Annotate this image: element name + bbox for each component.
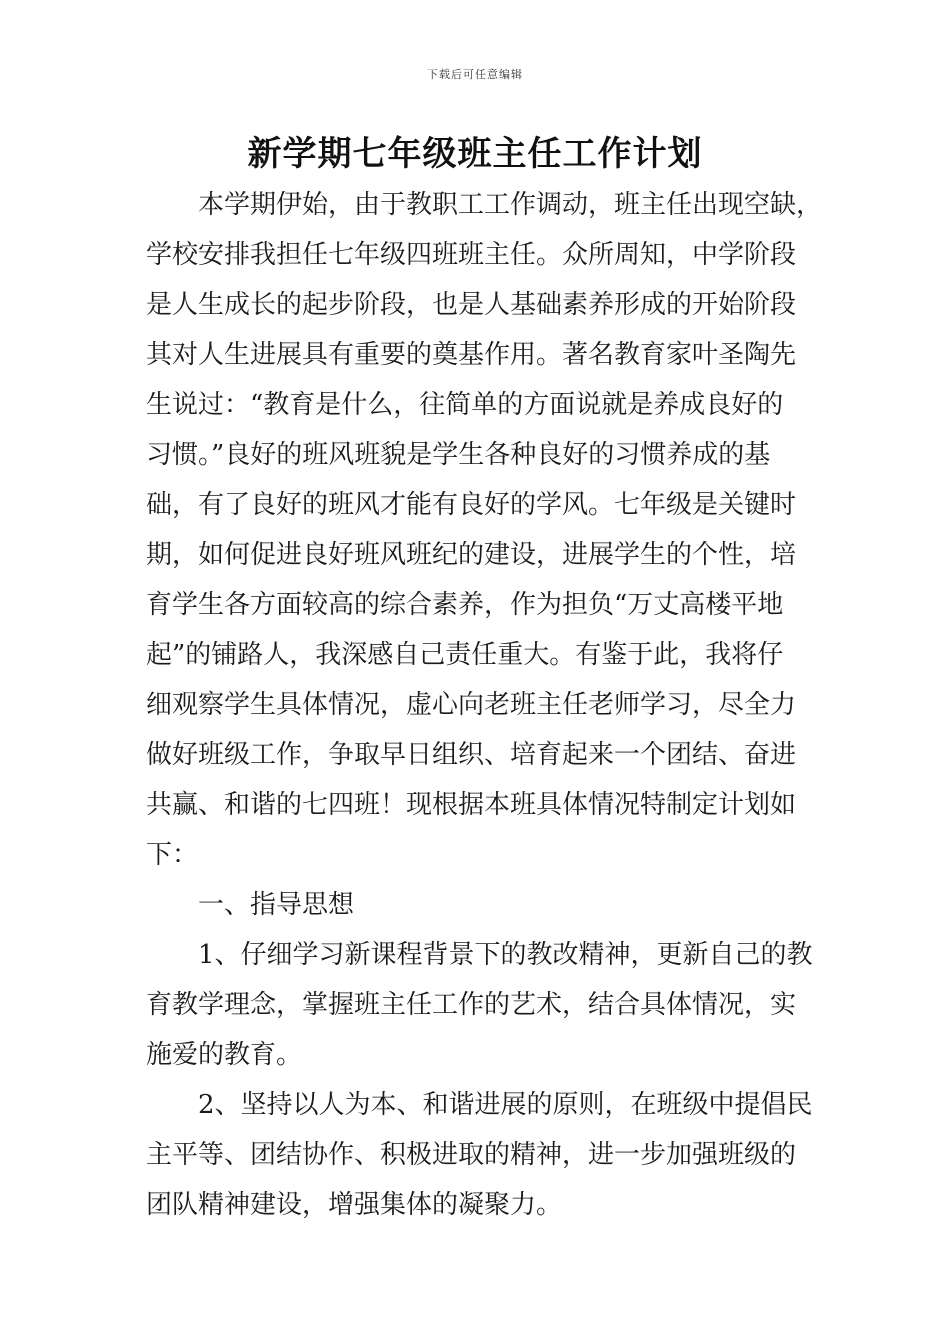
paragraph-line: 2、坚持以人为本、和谐进展的原则，在班级中提倡民 (198, 1090, 813, 1120)
section-heading: 一、指导思想 (198, 890, 355, 920)
paragraph-line: 其对人生进展具有重要的奠基作用。著名教育家叶圣陶先 (146, 340, 797, 370)
paragraph-line: 主平等、团结协作、积极进取的精神，进一步加强班级的 (146, 1140, 797, 1170)
paragraph-line: 1、仔细学习新课程背景下的教改精神，更新自己的教 (198, 940, 813, 970)
paragraph-line: 本学期伊始，由于教职工工作调动，班主任出现空缺， (198, 190, 823, 220)
paragraph-line: 学校安排我担任七年级四班班主任。众所周知，中学阶段 (146, 240, 797, 270)
paragraph-line: 是人生成长的起步阶段，也是人基础素养形成的开始阶段 (146, 290, 797, 320)
paragraph-line: 生说过：“教育是什么，往简单的方面说就是养成良好的 (146, 390, 784, 420)
paragraph-line: 下： (146, 840, 199, 870)
header-note: 下载后可任意编辑 (427, 68, 523, 81)
paragraph-line: 习惯。”良好的班风班貌是学生各种良好的习惯养成的基 (146, 440, 771, 470)
paragraph-line: 期，如何促进良好班风班纪的建设，进展学生的个性，培 (146, 540, 797, 570)
paragraph-line: 育教学理念，掌握班主任工作的艺术，结合具体情况，实 (146, 990, 797, 1020)
document-body (146, 180, 823, 1230)
paragraph-line: 起”的铺路人，我深感自己责任重大。有鉴于此，我将仔 (146, 640, 784, 670)
paragraph-line: 施爱的教育。 (146, 1040, 303, 1070)
paragraph-line: 育学生各方面较高的综合素养，作为担负“万丈高楼平地 (146, 590, 784, 620)
paragraph-line: 共赢、和谐的七四班！现根据本班具体情况特制定计划如 (146, 790, 797, 820)
paragraph-line: 础，有了良好的班风才能有良好的学风。七年级是关键时 (146, 490, 797, 520)
paragraph-line: 做好班级工作，争取早日组织、培育起来一个团结、奋进 (146, 740, 797, 770)
document-title: 新学期七年级班主任工作计划 (247, 134, 703, 174)
paragraph-line: 细观察学生具体情况，虚心向老班主任老师学习，尽全力 (146, 690, 797, 720)
paragraph-line: 团队精神建设，增强集体的凝聚力。 (146, 1190, 563, 1220)
